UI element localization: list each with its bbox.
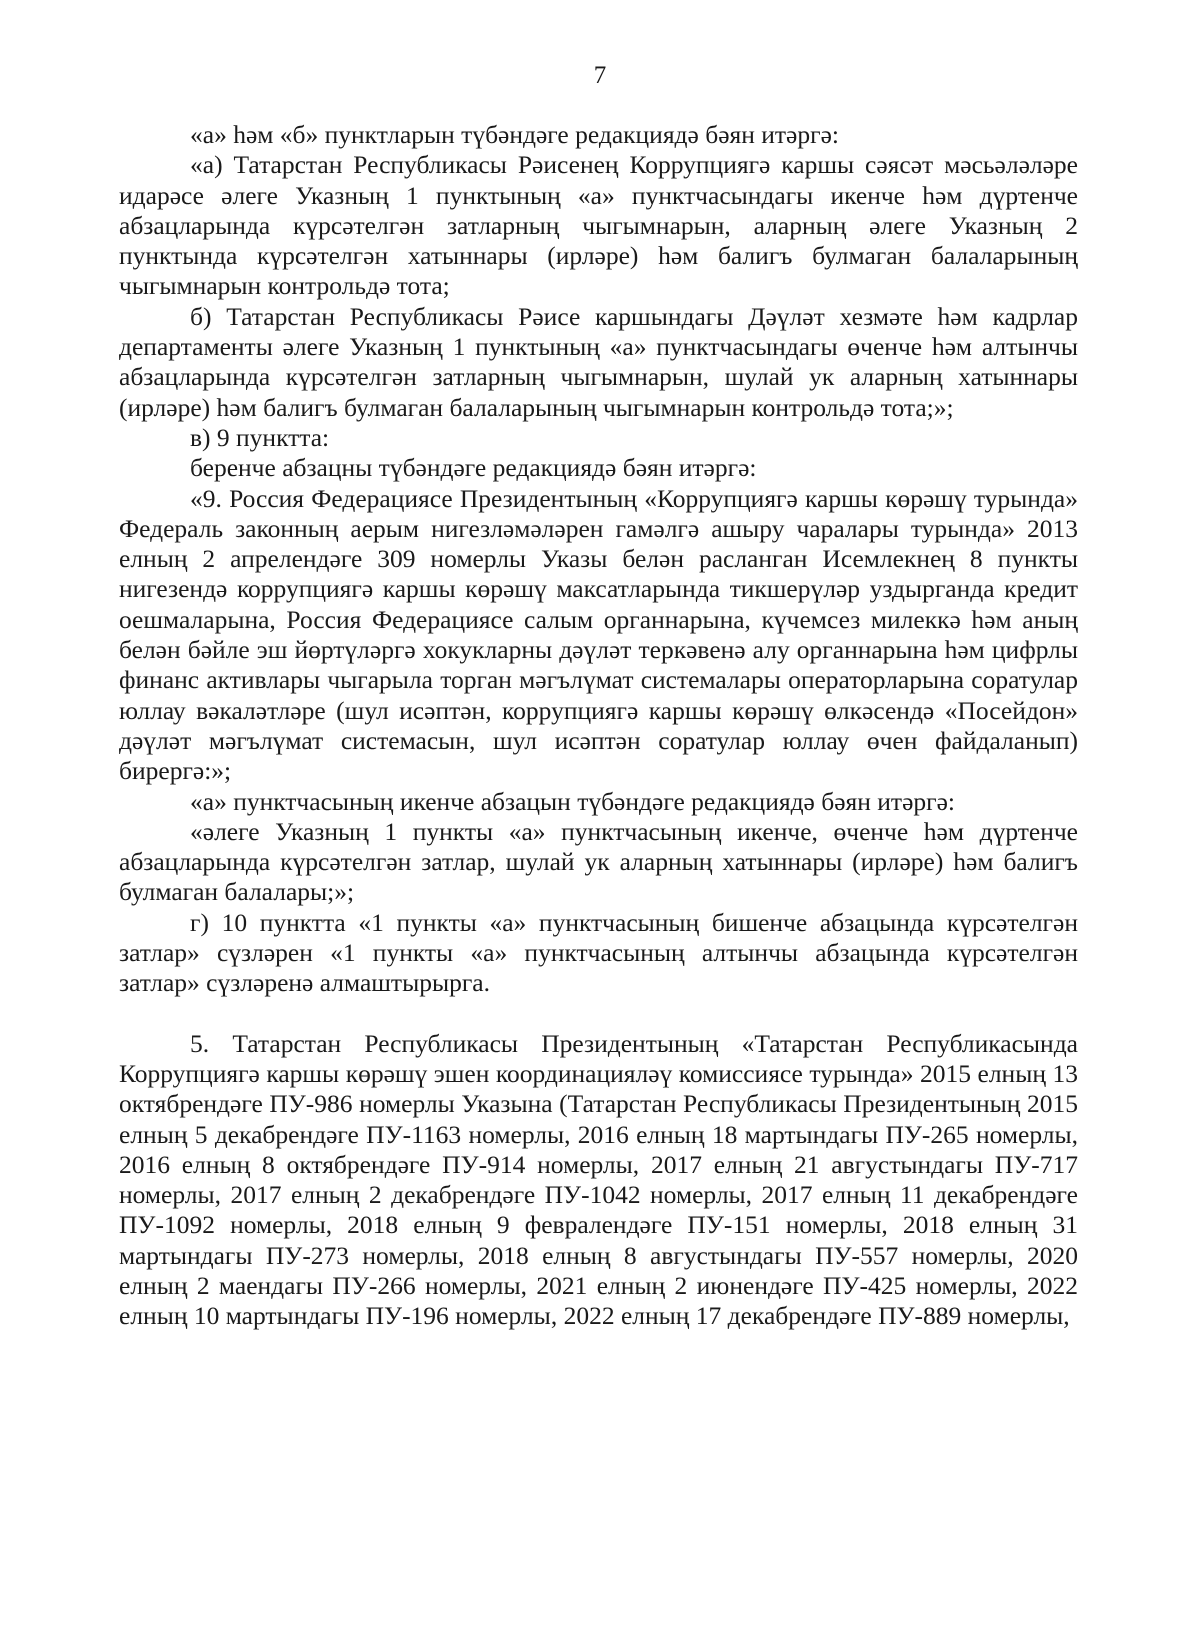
paragraph: «а» һәм «б» пунктларын түбәндәге редакциядә бәян итәргә: (190, 120, 839, 149)
page-number: 7 (593, 62, 607, 89)
paragraph: в) 9 пунктта: (190, 422, 330, 452)
paragraph: беренче абзацны түбәндәге редакциядә бәян итәргә: (190, 453, 757, 483)
paragraph: «а) Татарстан Республикасы Рәисенең Коррупциягә каршы сәясәт мәсьәләләре идарәсе әлеге Указның 1 пунктының «а» пунктчасындагы икенче һәм дүртенче абзацларында күрсәтелгән затларның чыгымнарын, аларның әлеге Указның 2 пунктында күрсәтелгән хатыннары (ирләре) һәм балигъ булмаган балаларының чыгымнарын контрольдә тота; (119, 150, 1078, 301)
paragraph: г) 10 пунктта «1 пункты «а» пунктчасының бишенче абзацында күрсәтелгән затлар» сүзләрен «1 пункты «а» пунктчасының алтынчы абзацында күрсәтелгән затлар» сүзләренә алмаштырырга. (119, 907, 1078, 998)
paragraph: «9. Россия Федерациясе Президентының «Коррупциягә каршы көрәшү турында» Федераль законның аерым нигезләмәләрен гамәлгә ашыру чаралары турында» 2013 елның 2 апрелендәге 309 номерлы Указы белән расланган Исемлекнең 8 пункты нигезендә коррупциягә каршы көрәшү максатларында тикшерүләр уздырганда кредит оешмаларына, Россия Федерациясе салым органнарына, күчемсез милеккә һәм аның белән бәйле эш йөртүләргә хокукларны дәүләт теркәвенә алу органнарына һәм цифрлы финанс активлары чыгарыла торган мәгълүмат системалары операторларына соратулар юллау вәкаләтләре (шул исәптән, коррупциягә каршы көрәшү өлкәсендә «Посейдон» дәүләт мәгълүмат системасын, шул исәптән соратулар юллау өчен файдаланып) бирергә:»; (119, 483, 1078, 786)
paragraph-section-5: 5. Татарстан Республикасы Президентының «Татарстан Республикасында Коррупциягә каршы көрәшү эшен координацияләү комиссиясе турында» 2015 елның 13 октябрендәге ПУ-986 номерлы Указына (Татарстан Республикасы Президентының 2015 елның 5 декабрендәге ПУ-1163 номерлы, 2016 елның 18 мартындагы ПУ-265 номерлы, 2016 елның 8 октябрендәге ПУ-914 номерлы, 2017 елның 21 августындагы ПУ-717 номерлы, 2017 елның 2 декабрендәге ПУ-1042 номерлы, 2017 елның 11 декабрендәге ПУ-1092 номерлы, 2018 елның 9 февралендәге ПУ-151 номерлы, 2018 елның 31 мартындагы ПУ-273 номерлы, 2018 елның 8 августындагы ПУ-557 номерлы, 2020 елның 2 маендагы ПУ-266 номерлы, 2021 елның 2 июнендәге ПУ-425 номерлы, 2022 елның 10 мартындагы ПУ-196 номерлы, 2022 елның 17 декабрендәге ПУ-889 номерлы, (119, 1028, 1078, 1331)
document-body (119, 120, 1078, 1332)
paragraph: б) Татарстан Республикасы Рәисе каршындагы Дәүләт хезмәте һәм кадрлар департаменты әлеге Указның 1 пунктының «а» пунктчасындагы өченче һәм алтынчы абзацларында күрсәтелгән затларның чыгымнарын, шулай ук аларның хатыннары (ирләре) һәм балигъ булмаган балаларының чыгымнарын контрольдә тота;»; (119, 301, 1078, 422)
paragraph: «а» пунктчасының икенче абзацын түбәндәге редакциядә бәян итәргә: (190, 786, 955, 816)
paragraph: «әлеге Указның 1 пункты «а» пунктчасының икенче, өченче һәм дүртенче абзацларында күрсәтелгән затлар, шулай ук аларның хатыннары (ирләре) һәм балигъ булмаган балалары;»; (119, 816, 1078, 907)
